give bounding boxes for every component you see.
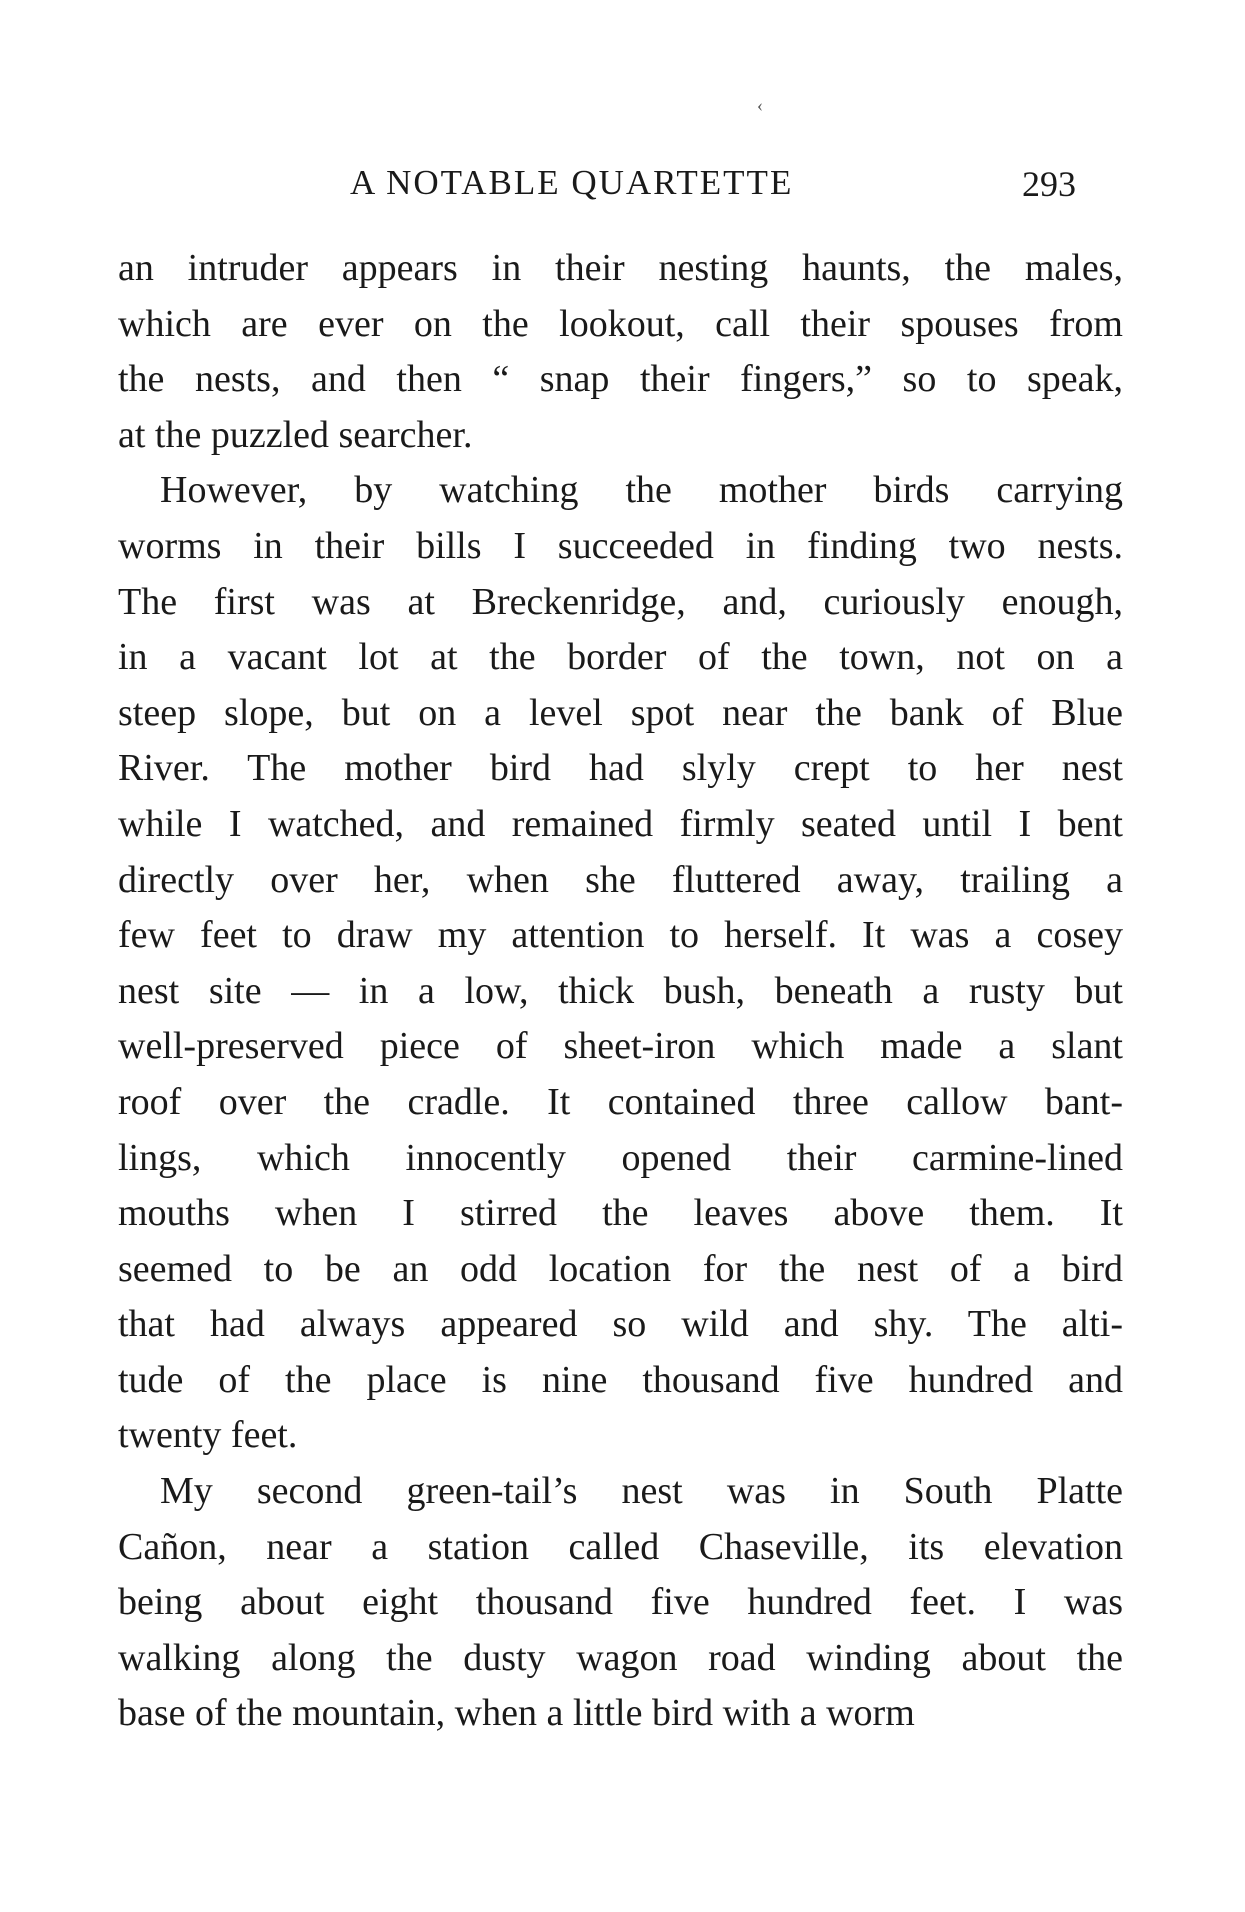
text-line: while I watched, and remained firmly seated until I bent (118, 802, 1123, 845)
text-line: However, by watching the mother birds carrying (160, 469, 1123, 512)
print-speck: ‹ (757, 95, 763, 115)
text-line: River. The mother bird had slyly crept to her nest (118, 747, 1123, 790)
text-line: roof over the cradle. It contained three callow bant- (118, 1080, 1123, 1123)
paragraph (118, 1464, 1123, 1742)
text-line: nest site — in a low, thick bush, beneath a rusty but (118, 969, 1123, 1012)
text-line: steep slope, but on a level spot near the bank of Blue (118, 691, 1123, 734)
text-line: which are ever on the lookout, call their spouses from (118, 302, 1123, 345)
paragraph (118, 463, 1123, 1464)
text-line: walking along the dusty wagon road winding about the (118, 1636, 1123, 1679)
text-line: tude of the place is nine thousand five hundred and (118, 1358, 1123, 1401)
running-head (0, 163, 1245, 213)
paragraph (118, 241, 1123, 463)
text-line: at the puzzled searcher. (118, 413, 473, 456)
body-text (118, 241, 1123, 1742)
text-line: mouths when I stirred the leaves above them. It (118, 1192, 1123, 1235)
text-line: few feet to draw my attention to herself. It was a cosey (118, 914, 1123, 957)
text-line: lings, which innocently opened their carmine-lined (118, 1136, 1123, 1179)
text-line: the nests, and then “ snap their fingers,” so to speak, (118, 358, 1123, 401)
text-line: directly over her, when she fluttered away, trailing a (118, 858, 1123, 901)
text-line: base of the mountain, when a little bird with a worm (118, 1692, 915, 1735)
text-line: worms in their bills I succeeded in finding two nests. (118, 524, 1123, 567)
text-line: being about eight thousand five hundred feet. I was (118, 1581, 1123, 1624)
text-line: seemed to be an odd location for the nest of a bird (118, 1247, 1123, 1290)
text-line: Cañon, near a station called Chaseville, its elevation (118, 1525, 1123, 1568)
text-line: My second green-tail’s nest was in South Platte (160, 1470, 1123, 1513)
text-line: an intruder appears in their nesting haunts, the males, (118, 247, 1123, 289)
text-line: The first was at Breckenridge, and, curiously enough, (118, 580, 1123, 623)
text-line: well-preserved piece of sheet-iron which made a slant (118, 1025, 1123, 1068)
text-line: that had always appeared so wild and shy. The alti- (118, 1303, 1123, 1346)
text-line: in a vacant lot at the border of the town, not on a (118, 636, 1123, 679)
text-line: twenty feet. (118, 1414, 298, 1457)
running-title: A NOTABLE QUARTETTE (350, 163, 794, 202)
page-number: 293 (1022, 164, 1076, 204)
